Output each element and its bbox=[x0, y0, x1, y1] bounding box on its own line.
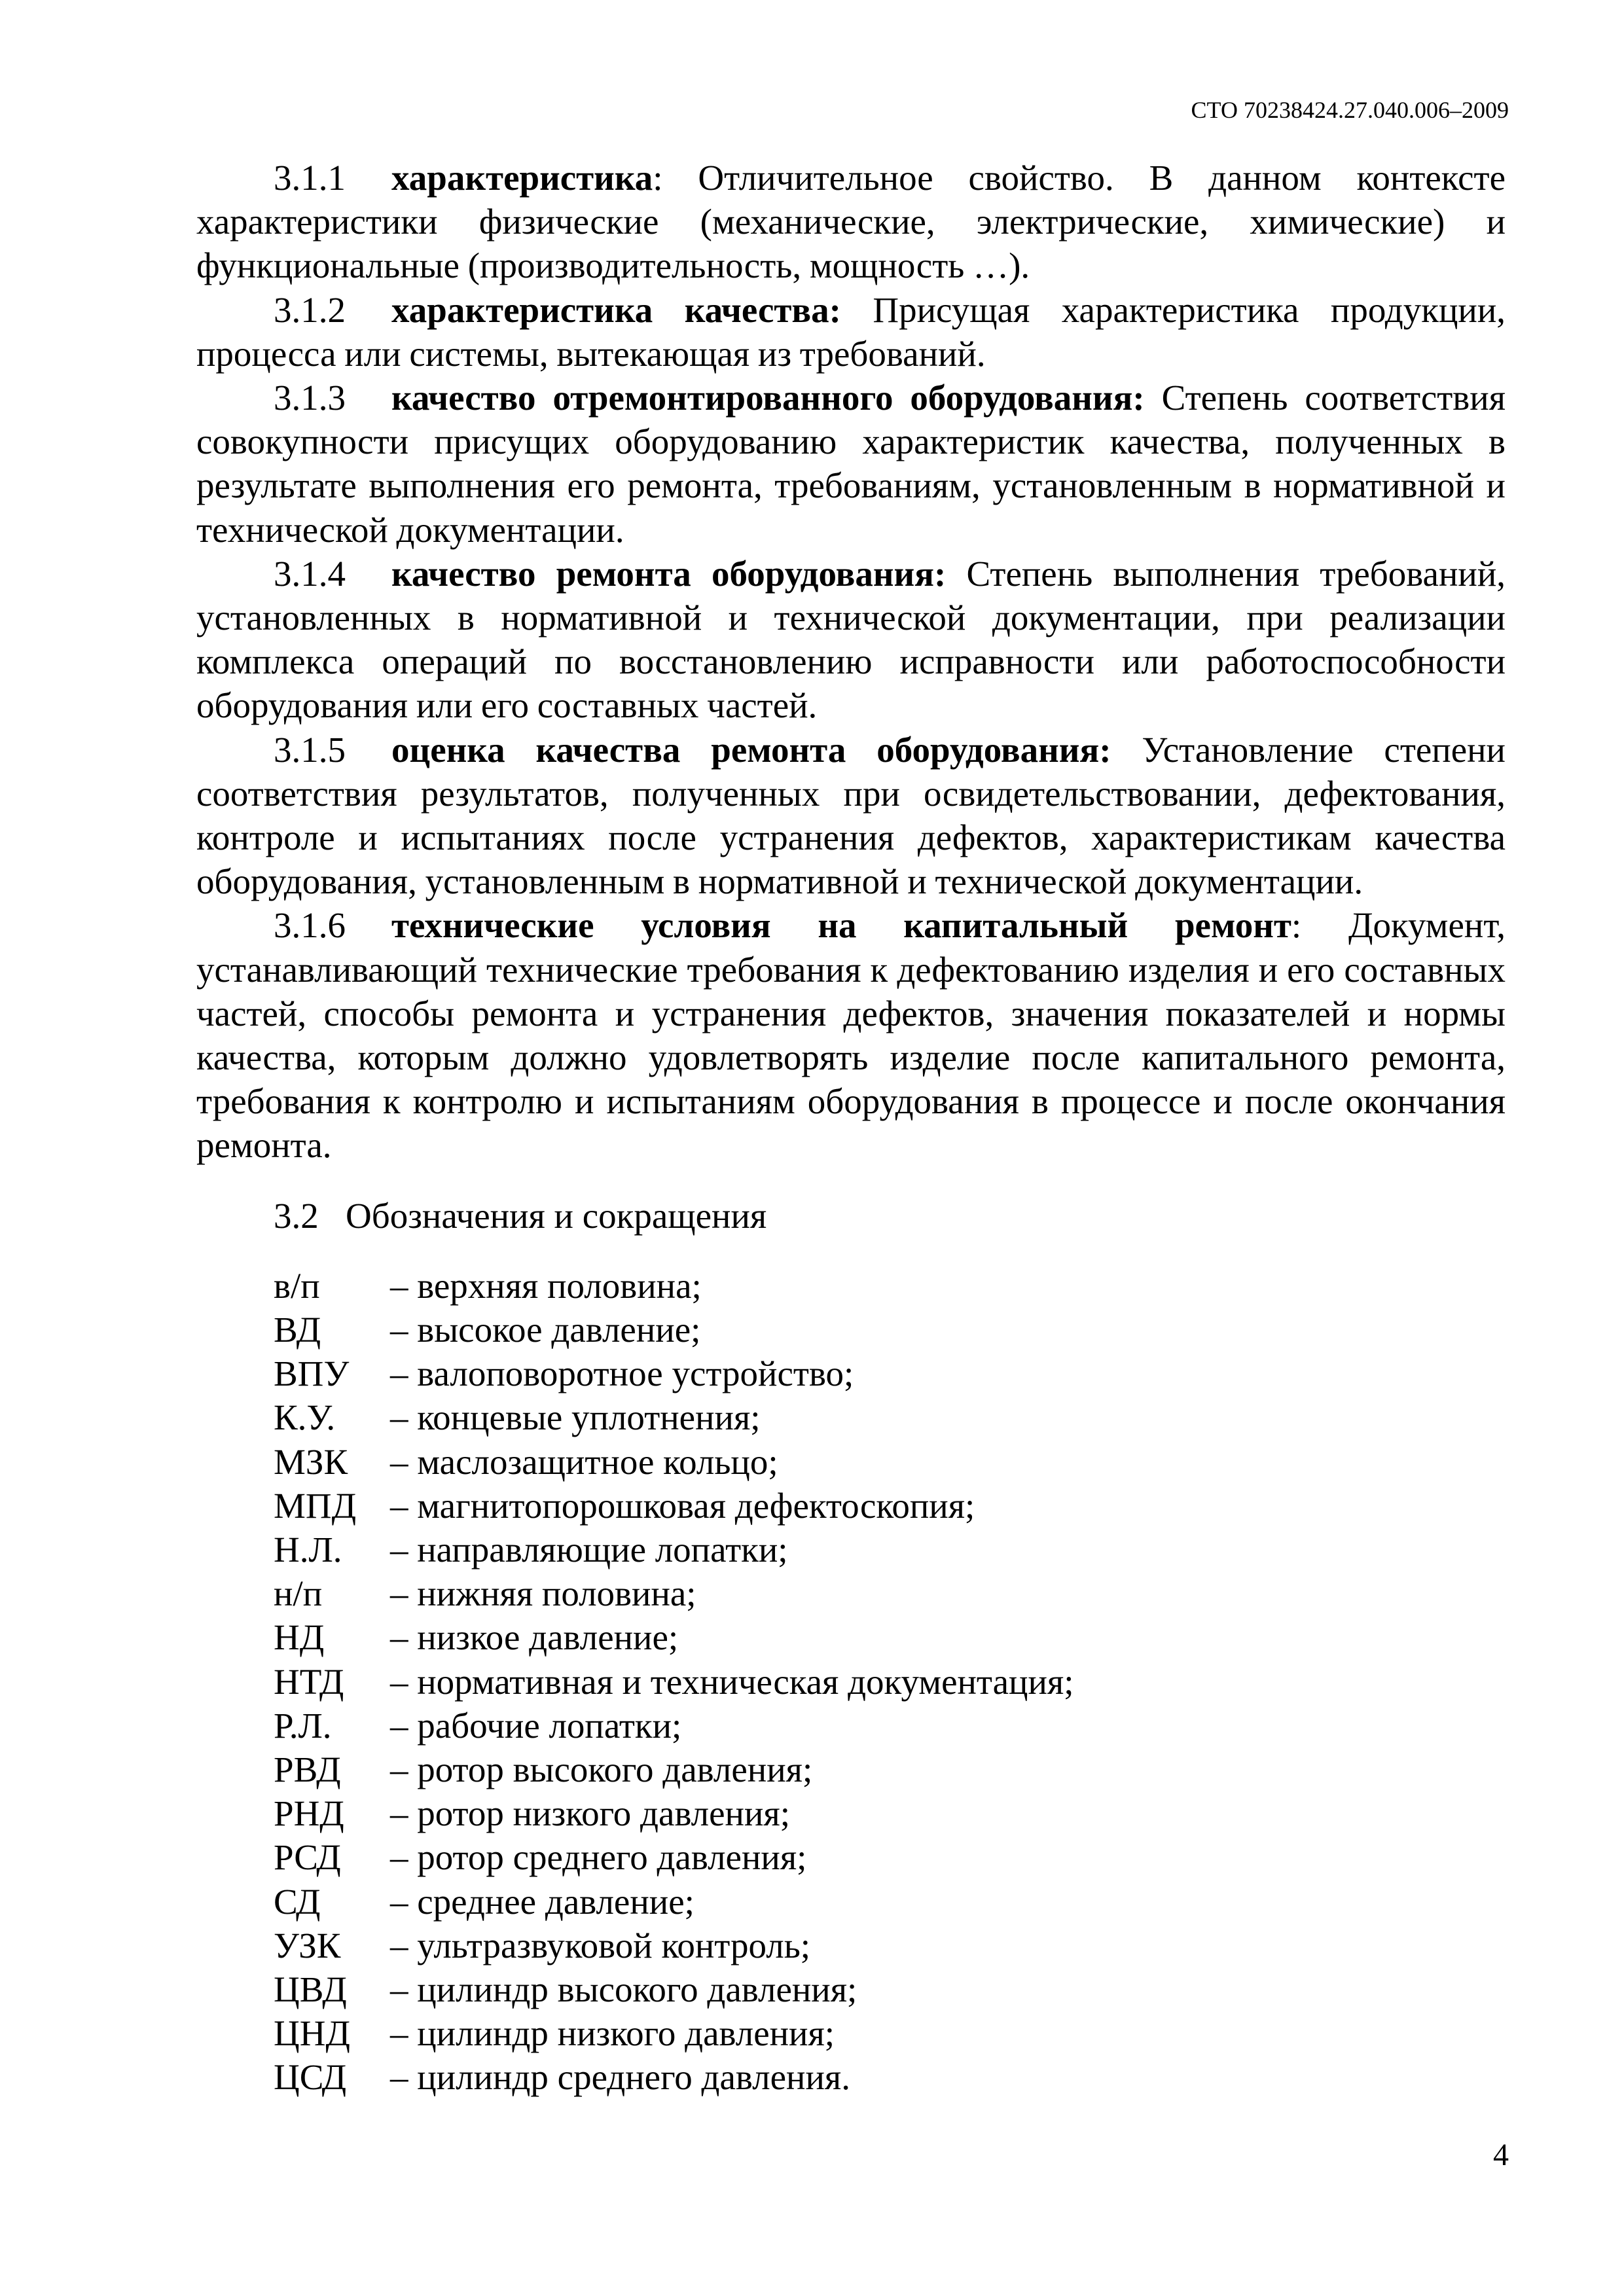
abbreviation-description: – валоповоротное устройство; bbox=[390, 1354, 854, 1394]
section-heading bbox=[196, 1194, 1506, 1238]
definition-text: Степень соответствия совокупности присущих оборудованию характеристик качества, полученных в результате выполнения его ремонта, требованиям, установленным в нормативной и технической документации. bbox=[196, 378, 1506, 550]
abbreviation-code: ЦНД bbox=[274, 2013, 350, 2054]
definition-number: 3.1.5 bbox=[274, 729, 346, 770]
definition-paragraph bbox=[196, 903, 1506, 1167]
abbreviation-description: – магнитопорошковая дефектоскопия; bbox=[390, 1485, 975, 1526]
abbreviation-code: в/п bbox=[274, 1265, 320, 1306]
abbreviation-description: – ротор высокого давления; bbox=[390, 1749, 813, 1789]
abbreviation-description: – высокое давление; bbox=[390, 1310, 701, 1350]
abbreviation-item bbox=[274, 1835, 1506, 1879]
abbreviation-item bbox=[274, 1484, 1506, 1528]
definition-term: характеристика качества: bbox=[391, 289, 841, 330]
definition-separator: : bbox=[1291, 905, 1302, 946]
abbreviation-item bbox=[274, 1264, 1506, 1308]
abbreviation-code: К.У. bbox=[274, 1397, 336, 1438]
abbreviation-item bbox=[274, 1395, 1506, 1439]
abbreviation-item bbox=[274, 1791, 1506, 1835]
abbreviation-description: – цилиндр среднего давления. bbox=[390, 2057, 850, 2098]
abbreviation-description: – ультразвуковой контроль; bbox=[390, 1925, 811, 1965]
abbreviation-code: МПД bbox=[274, 1485, 357, 1526]
page-number: 4 bbox=[1493, 2138, 1509, 2172]
abbreviation-item bbox=[274, 1615, 1506, 1659]
abbreviation-description: – маслозащитное кольцо; bbox=[390, 1441, 778, 1482]
abbreviation-item bbox=[274, 2011, 1506, 2055]
abbreviation-item bbox=[274, 1880, 1506, 1924]
definition-text: Установление степени соответствия результатов, полученных при освидетельствовании, дефектования, контроле и испытаниях после устранения дефектов, характеристикам качества оборудования, установленным в нормативной и технической документации. bbox=[196, 729, 1506, 902]
abbreviation-description: – нормативная и техническая документация; bbox=[390, 1661, 1074, 1702]
abbreviation-code: Р.Л. bbox=[274, 1705, 332, 1746]
abbreviation-description: – низкое давление; bbox=[390, 1617, 679, 1658]
definition-term: характеристика bbox=[391, 158, 653, 198]
abbreviation-item bbox=[274, 1924, 1506, 1967]
abbreviation-code: СД bbox=[274, 1881, 321, 1922]
definition-separator: : bbox=[653, 158, 663, 198]
definition-paragraph bbox=[196, 728, 1506, 904]
definition-number: 3.1.4 bbox=[274, 553, 346, 594]
definition-text: Документ, устанавливающий технические требования к дефектованию изделия и его составных частей, способы ремонта и устранения дефектов, значения показателей и нормы качества, которым должно удовлетворять изделие после капитального ремонта, требования к контролю и испытаниям оборудования в процессе и после окончания ремонта. bbox=[196, 905, 1506, 1166]
abbreviation-code: РНД bbox=[274, 1793, 344, 1834]
abbreviation-description: – среднее давление; bbox=[390, 1881, 695, 1922]
abbreviation-description: – нижняя половина; bbox=[390, 1573, 696, 1614]
page-content bbox=[196, 156, 1506, 2099]
abbreviation-code: ЦВД bbox=[274, 1969, 347, 2009]
definition-number: 3.1.1 bbox=[274, 158, 346, 198]
abbreviation-description: – рабочие лопатки; bbox=[390, 1705, 682, 1746]
definition-text: Отличительное свойство. В данном контексте характеристики физические (механические, электрические, химические) и функциональные (производительность, мощность …). bbox=[196, 158, 1506, 286]
abbreviation-code: МЗК bbox=[274, 1441, 348, 1482]
definition-number: 3.1.3 bbox=[274, 378, 346, 418]
abbreviation-description: – ротор низкого давления; bbox=[390, 1793, 790, 1834]
abbreviation-item bbox=[274, 1308, 1506, 1352]
abbreviation-description: – направляющие лопатки; bbox=[390, 1530, 788, 1570]
document-code-header: СТО 70238424.27.040.006–2009 bbox=[1191, 97, 1509, 123]
abbreviation-item bbox=[274, 2055, 1506, 2099]
definition-paragraph bbox=[196, 552, 1506, 728]
abbreviation-code: НТД bbox=[274, 1661, 344, 1702]
abbreviation-code: УЗК bbox=[274, 1925, 341, 1965]
abbreviation-item bbox=[274, 1704, 1506, 1748]
abbreviation-code: РВД bbox=[274, 1749, 341, 1789]
abbreviation-description: – верхняя половина; bbox=[390, 1265, 702, 1306]
definition-paragraph bbox=[196, 376, 1506, 552]
abbreviation-item bbox=[274, 1660, 1506, 1704]
abbreviation-description: – ротор среднего давления; bbox=[390, 1837, 807, 1878]
abbreviation-code: н/п bbox=[274, 1573, 323, 1614]
abbreviation-code: ВД bbox=[274, 1310, 321, 1350]
section-title: Обозначения и сокращения bbox=[346, 1195, 767, 1236]
definition-paragraph bbox=[196, 288, 1506, 376]
abbreviation-code: ВПУ bbox=[274, 1354, 350, 1394]
definition-term: технические условия на капитальный ремонт bbox=[391, 905, 1291, 946]
abbreviation-description: – цилиндр высокого давления; bbox=[390, 1969, 857, 2009]
abbreviation-item bbox=[274, 1440, 1506, 1484]
abbreviation-code: РСД bbox=[274, 1837, 341, 1878]
abbreviation-item bbox=[274, 1352, 1506, 1395]
definition-number: 3.1.6 bbox=[274, 905, 346, 946]
abbreviation-item bbox=[274, 1571, 1506, 1615]
abbreviation-description: – концевые уплотнения; bbox=[390, 1397, 761, 1438]
definition-paragraph bbox=[196, 156, 1506, 288]
abbreviation-item bbox=[274, 1967, 1506, 2011]
abbreviation-code: НД bbox=[274, 1617, 325, 1658]
section-number: 3.2 bbox=[274, 1195, 319, 1236]
definitions-list bbox=[196, 156, 1506, 1168]
definition-text: Присущая характеристика продукции, процесса или системы, вытекающая из требований. bbox=[196, 289, 1506, 374]
abbreviation-item bbox=[274, 1748, 1506, 1791]
abbreviation-code: Н.Л. bbox=[274, 1530, 342, 1570]
abbreviation-description: – цилиндр низкого давления; bbox=[390, 2013, 835, 2054]
definition-text: Степень выполнения требований, установленных в нормативной и технической документации, при реализации комплекса операций по восстановлению исправности или работоспособности оборудования или его составных частей. bbox=[196, 553, 1506, 726]
definition-number: 3.1.2 bbox=[274, 289, 346, 330]
definition-term: качество ремонта оборудования: bbox=[391, 553, 947, 594]
definition-term: оценка качества ремонта оборудования: bbox=[391, 729, 1111, 770]
abbreviations-list bbox=[196, 1264, 1506, 2100]
abbreviation-code: ЦСД bbox=[274, 2057, 347, 2098]
definition-term: качество отремонтированного оборудования: bbox=[391, 378, 1145, 418]
abbreviation-item bbox=[274, 1528, 1506, 1571]
